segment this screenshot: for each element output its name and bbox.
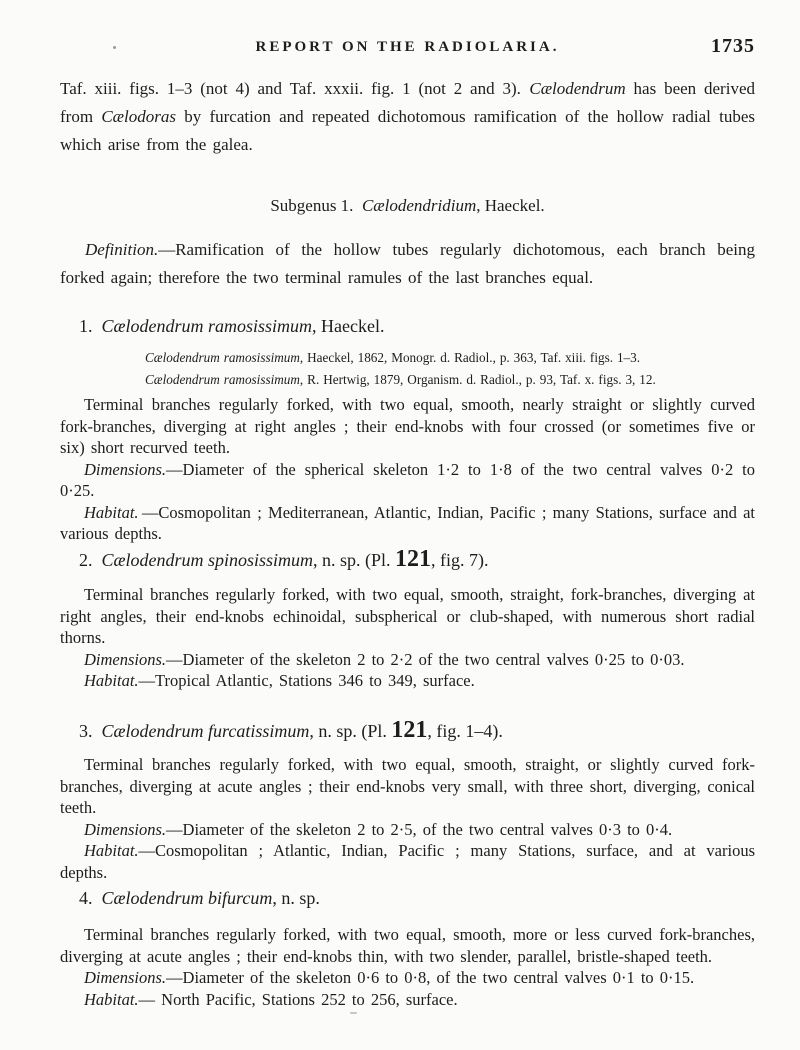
species-1-habitat: Habitat. —Cosmopolitan ; Mediterranean, Atlantic, Indian, Pacific ; many Stations, surface and at various depths. xyxy=(60,502,755,543)
species-1-dimensions: Dimensions.—Diameter of the spherical skeleton 1·2 to 1·8 of the two central valves 0·2 to 0·25. xyxy=(60,459,755,500)
species-2-description: Terminal branches regularly forked, with two equal, smooth, straight, fork-branches, diverging at right angles, their end-knobs echinoidal, subspherical or club-shaped, with numerous short radial thorns. xyxy=(60,585,755,647)
page-number: 1735 xyxy=(711,35,755,57)
species-4-dimensions: Dimensions.—Diameter of the skeleton 0·6 to 0·8, of the two central valves 0·1 to 0·15. xyxy=(84,968,695,987)
definition-paragraph: Definition.—Ramification of the hollow tubes regularly dichotomous, each branch being forked again; therefore the two terminal ramules of the last branches equal. xyxy=(60,240,755,287)
species-3-dimensions: Dimensions.—Diameter of the skeleton 2 to 2·5, of the two central valves 0·3 to 0·4. xyxy=(84,819,673,839)
intro-paragraph: Taf. xiii. figs. 1–3 (not 4) and Taf. xxxii. fig. 1 (not 2 and 3). Cælodendrum has been derived from Cælodoras by furcation and repeated dichotomous ramification of the hollow radial tubes which arise from the galea. xyxy=(60,79,755,154)
species-3-description: Terminal branches regularly forked, with two equal, smooth, straight, or slightly curved fork-branches, diverging at acute angles ; their end-knobs very small, with three short, diverging, conical teeth. xyxy=(60,755,755,817)
species-4-body xyxy=(60,924,755,1010)
synonymy-line: Cælodendrum ramosissimum, R. Hertwig, 1879, Organism. d. Radiol., p. 93, Taf. x. figs. 3, 12. xyxy=(145,372,656,387)
species-2-heading: 2. Cælodendrum spinosissimum, n. sp. (Pl. 121, fig. 7). xyxy=(79,546,489,572)
scan-speck xyxy=(350,1012,357,1014)
running-head: REPORT ON THE RADIOLARIA. xyxy=(255,39,560,55)
species-4-heading: 4. Cælodendrum bifurcum, n. sp. xyxy=(79,888,320,908)
species-1-heading: 1. Cælodendrum ramosissimum, Haeckel. xyxy=(79,316,385,336)
species-3-heading: 3. Cælodendrum furcatissimum, n. sp. (Pl. 121, fig. 1–4). xyxy=(79,717,503,743)
species-4-habitat: Habitat.— North Pacific, Stations 252 to 256, surface. xyxy=(84,989,458,1009)
page-header xyxy=(60,36,755,60)
species-3-habitat: Habitat.—Cosmopolitan ; Atlantic, Indian, Pacific ; many Stations, surface, and at various depths. xyxy=(60,841,755,882)
subgenus-heading: Subgenus 1. Cælodendridium, Haeckel. xyxy=(270,196,545,215)
scan-speck xyxy=(113,46,116,49)
species-2-body xyxy=(60,584,755,692)
species-2-dimensions: Dimensions.—Diameter of the skeleton 2 to 2·2 of the two central valves 0·25 to 0·03. xyxy=(84,649,685,669)
species-2-habitat: Habitat.—Tropical Atlantic, Stations 346 to 349, surface. xyxy=(84,671,475,690)
synonymy-line: Cælodendrum ramosissimum, Haeckel, 1862, Monogr. d. Radiol., p. 363, Taf. xiii. figs. 1–3. xyxy=(145,350,641,365)
species-1-synonymy xyxy=(60,347,755,391)
species-1-description: Terminal branches regularly forked, with two equal, smooth, nearly straight or slightly curved fork-branches, diverging at right angles ; their end-knobs with four crossed (or sometimes five or six) short recurved teeth. xyxy=(60,395,755,457)
species-1-body xyxy=(60,394,755,545)
species-3-body xyxy=(60,754,755,883)
species-4-description: Terminal branches regularly forked, with two equal, smooth, more or less curved fork-branches, diverging at acute angles ; their end-knobs thin, with two slender, parallel, bristle-shaped teeth. xyxy=(60,925,755,966)
